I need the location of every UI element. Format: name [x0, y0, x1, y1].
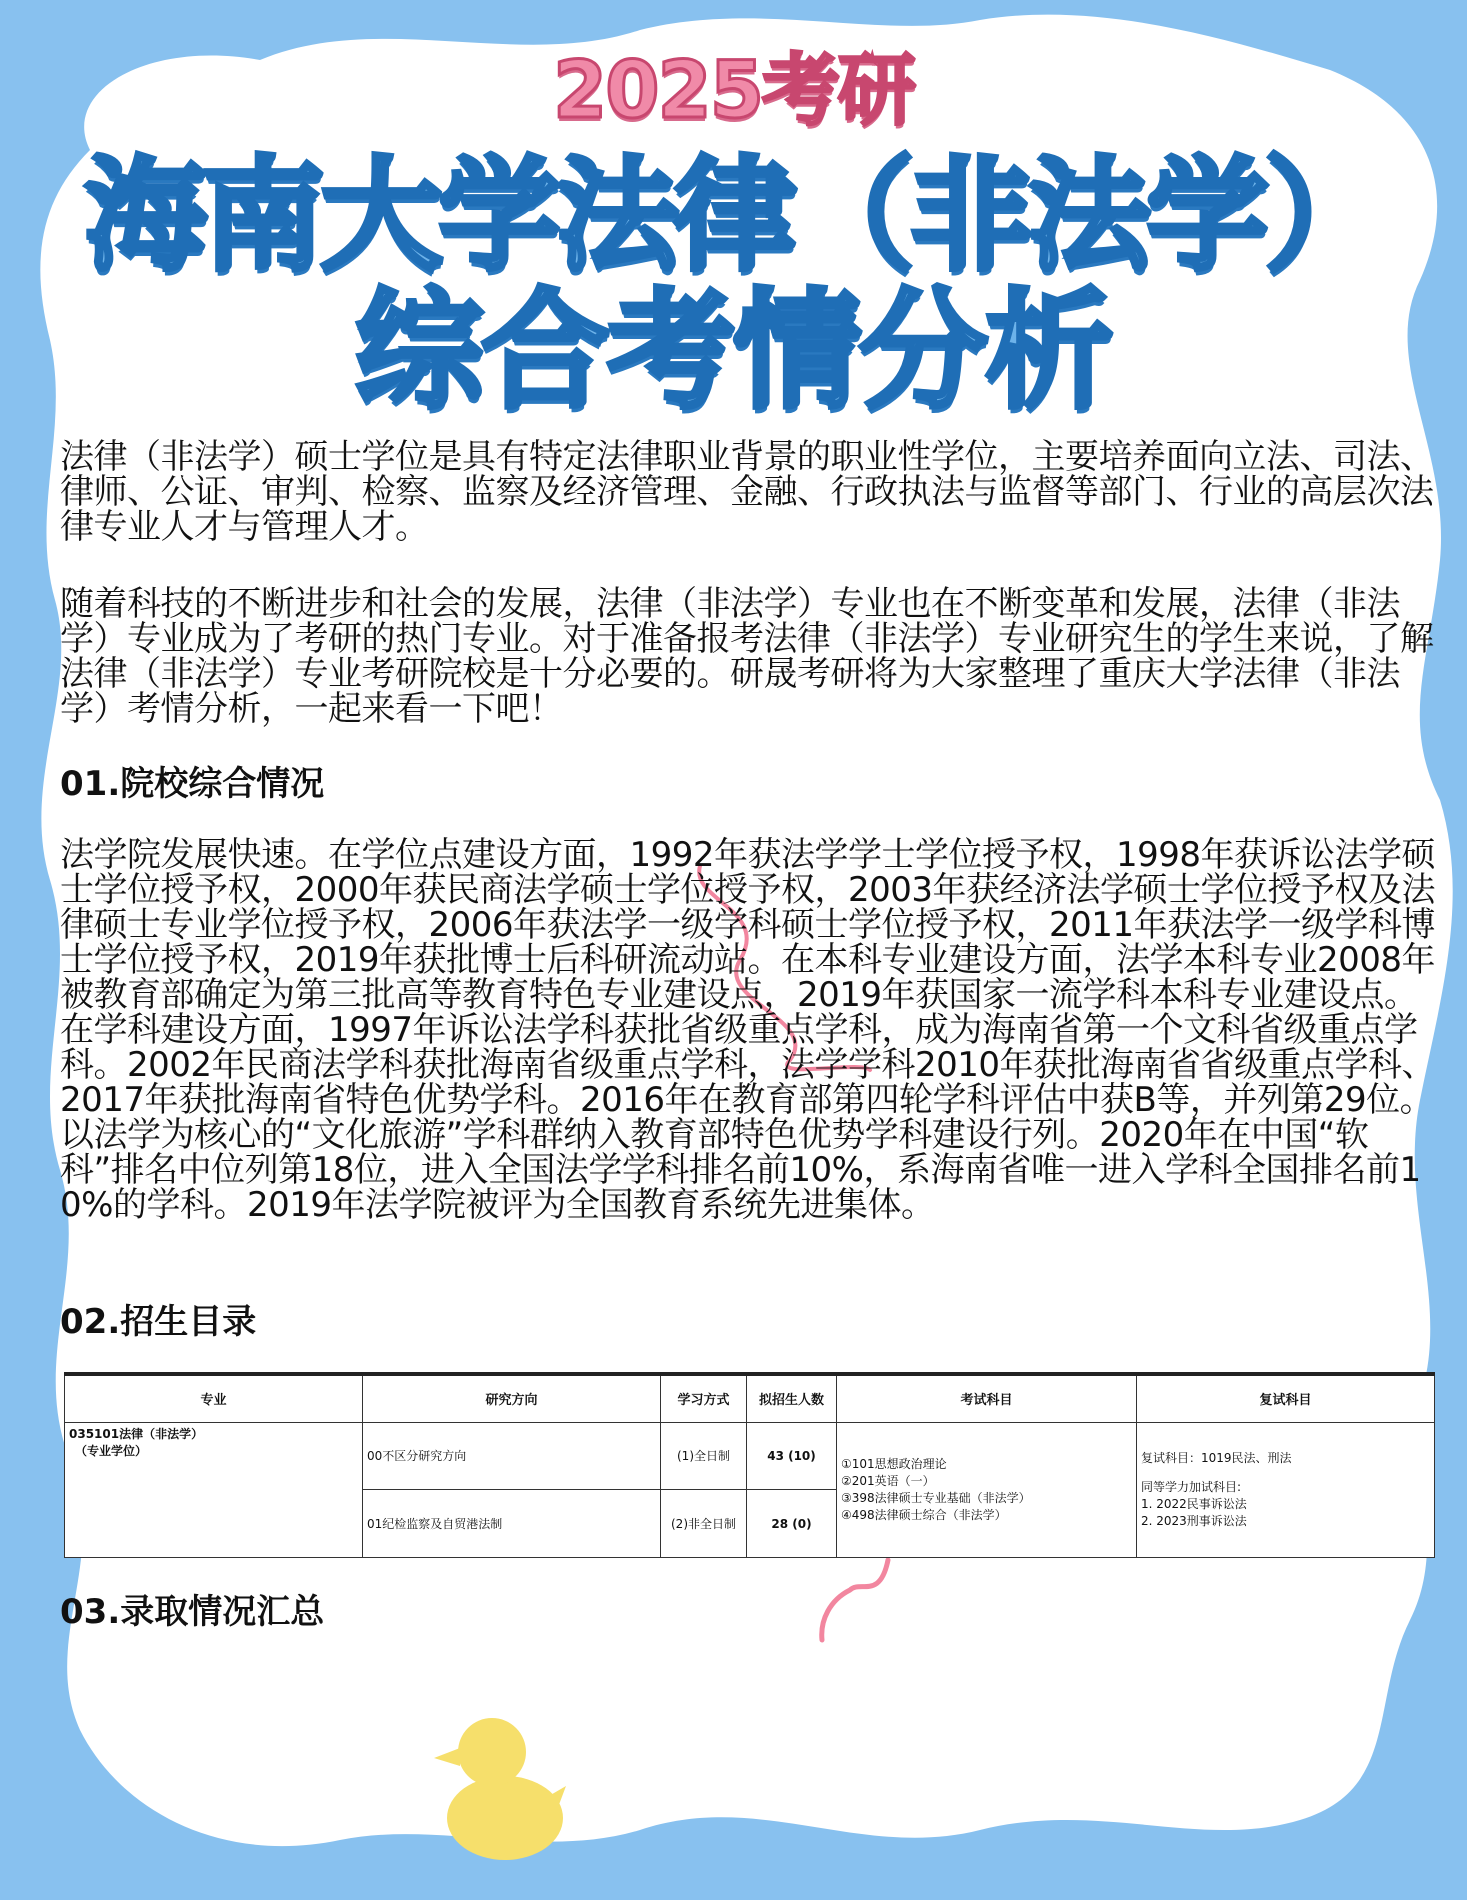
- section-heading-admission: 03.录取情况汇总: [60, 1592, 325, 1632]
- retest-line: 复试科目：1019民法、刑法: [1141, 1450, 1292, 1465]
- column-header: 拟招生人数: [747, 1374, 837, 1422]
- retest-spacer: [1141, 1467, 1430, 1479]
- table-row: [65, 1422, 1435, 1490]
- quota-cell: 28 (0): [747, 1490, 837, 1558]
- direction-cell: 00不区分研究方向: [363, 1422, 661, 1490]
- column-header: 研究方向: [363, 1374, 661, 1422]
- table-header-row: [65, 1374, 1435, 1422]
- exam-subject: ③398法律硕士专业基础（非法学）: [841, 1490, 1031, 1505]
- retest-line: 同等学力加试科目:: [1141, 1479, 1242, 1494]
- retest-line: 1. 2022民事诉讼法: [1141, 1496, 1247, 1511]
- column-header: 考试科目: [837, 1374, 1137, 1422]
- rubber-duck-icon: [430, 1700, 570, 1870]
- major-code-name: 035101法律（非法学）: [69, 1426, 204, 1441]
- overview-paragraph: 法学院发展快速。在学位点建设方面，1992年获法学学士学位授予权，1998年获诉讼法学硕士学位授予权，2000年获民商法学硕士学位授予权，2003年获经济法学硕士学位授予权及法律硕士专业学位授予权，2006年获法学一级学科硕士学位授予权，2011年获法学一级学科博士学位授予权，2019年获批博士后科研流动站。在本科专业建设方面，法学本科专业2008年被教育部确定为第三批高等教育特色专业建设点，2019年获国家一流学科本科专业建设点。在学科建设方面，1997年诉讼法学科获批省级重点学科，成为海南省第一个文科省级重点学科。2002年民商法学科获批海南省级重点学科，法学学科2010年获批海南省省级重点学科、2017年获批海南省特色优势学科。2016年在教育部第四轮学科评估中获B等，并列第29位。以法学为核心的“文化旅游”学科群纳入教育部特色优势学科建设行列。2020年在中国“软科”排名中位列第18位，进入全国法学学科排名前10%，系海南省唯一进入学科全国排名前10%的学科。2019年法学院被评为全国教育系统先进集体。: [60, 835, 1436, 1225]
- intro-paragraph-1: 法律（非法学）硕士学位是具有特定法律职业背景的职业性学位，主要培养面向立法、司法、律师、公证、审判、检察、监察及经济管理、金融、行政执法与监督等部门、行业的高层次法律专业人才与管理人才。: [60, 437, 1434, 547]
- quota-cell: 43 (10): [747, 1422, 837, 1490]
- major-degree-type: （专业学位）: [75, 1443, 148, 1458]
- column-header: 复试科目: [1137, 1374, 1435, 1422]
- page-title-line1: 海南大学法律（非法学）: [84, 145, 1383, 287]
- section-heading-overview: 01.院校综合情况: [60, 764, 325, 804]
- retest-line: 2. 2023刑事诉讼法: [1141, 1513, 1247, 1528]
- enrollment-catalog-table: [64, 1372, 1434, 1558]
- exam-subject: ①101思想政治理论: [841, 1456, 947, 1471]
- column-header: 专业: [65, 1374, 363, 1422]
- page-title-line2: 综合考情分析: [355, 277, 1112, 426]
- column-header: 学习方式: [661, 1374, 747, 1422]
- exam-subject: ②201英语（一）: [841, 1473, 935, 1488]
- exam-subject: ④498法律硕士综合（非法学）: [841, 1507, 1007, 1522]
- intro-paragraph-2: 随着科技的不断进步和社会的发展，法律（非法学）专业也在不断变革和发展，法律（非法学）专业成为了考研的热门专业。对于准备报考法律（非法学）专业研究生的学生来说，了解法律（非法学）专业考研院校是十分必要的。研晟考研将为大家整理了重庆大学法律（非法学）考情分析，一起来看一下吧！: [60, 584, 1434, 729]
- direction-cell: 01纪检监察及自贸港法制: [363, 1490, 661, 1558]
- major-cell: [65, 1422, 363, 1558]
- study-mode-cell: (1)全日制: [661, 1422, 747, 1490]
- study-mode-cell: (2)非全日制: [661, 1490, 747, 1558]
- retest-subjects-cell: [1137, 1422, 1435, 1558]
- exam-subjects-cell: [837, 1422, 1137, 1558]
- section-heading-catalog: 02.招生目录: [60, 1302, 257, 1342]
- kicker-label: 2025考研: [552, 46, 915, 136]
